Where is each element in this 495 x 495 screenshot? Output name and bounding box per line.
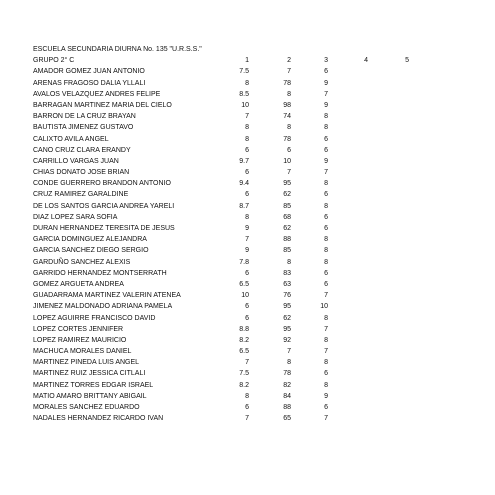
grade-col-3: 8 xyxy=(324,247,328,255)
grade-col-1: 8.2 xyxy=(239,336,249,344)
grade-col-2: 92 xyxy=(283,336,291,344)
student-row xyxy=(33,111,483,122)
grade-col-1: 8.8 xyxy=(239,325,249,333)
grade-col-3: 6 xyxy=(324,213,328,221)
grade-col-1: 6.5 xyxy=(239,348,249,356)
student-row xyxy=(33,201,483,212)
student-name: BARRAGAN MARTINEZ MARIA DEL CIELO xyxy=(33,101,172,109)
column-header-5: 5 xyxy=(405,57,409,65)
grade-col-2: 8 xyxy=(287,124,291,132)
grade-col-2: 84 xyxy=(283,392,291,400)
grade-col-3: 7 xyxy=(324,348,328,356)
grade-col-3: 7 xyxy=(324,415,328,423)
student-name: MATIO AMARO BRITTANY ABIGAIL xyxy=(33,392,147,400)
grade-col-2: 82 xyxy=(283,381,291,389)
grade-col-2: 76 xyxy=(283,292,291,300)
grade-col-1: 9.7 xyxy=(239,157,249,165)
student-name: JIMENEZ MALDONADO ADRIANA PAMELA xyxy=(33,303,173,311)
grade-col-3: 8 xyxy=(324,258,328,266)
student-name: DE LOS SANTOS GARCIA ANDREA YARELI xyxy=(33,202,175,210)
grade-col-2: 98 xyxy=(283,101,291,109)
student-row xyxy=(33,212,483,223)
student-row xyxy=(33,324,483,335)
title-row xyxy=(33,44,483,55)
student-row xyxy=(33,257,483,268)
grade-col-2: 8 xyxy=(287,359,291,367)
grade-col-1: 10 xyxy=(241,292,249,300)
grade-col-2: 7 xyxy=(287,68,291,76)
grade-col-3: 7 xyxy=(324,292,328,300)
school-title: ESCUELA SECUNDARIA DIURNA No. 135 "U.R.S.S." xyxy=(33,46,202,53)
student-name: GARCIA SANCHEZ DIEGO SERGIO xyxy=(33,247,149,255)
student-row xyxy=(33,391,483,402)
student-row xyxy=(33,78,483,89)
student-name: CRUZ RAMIREZ GARALDINE xyxy=(33,191,129,199)
student-name: BAUTISTA JIMENEZ GUSTAVO xyxy=(33,124,134,132)
student-row xyxy=(33,335,483,346)
student-name: AVALOS VELAZQUEZ ANDRES FELIPE xyxy=(33,90,161,98)
student-name: LOPEZ CORTES JENNIFER xyxy=(33,325,124,333)
student-name: NADALES HERNANDEZ RICARDO IVAN xyxy=(33,415,164,423)
grade-col-1: 7 xyxy=(245,415,249,423)
student-name: GARCIA DOMINGUEZ ALEJANDRA xyxy=(33,236,147,244)
grade-col-3: 8 xyxy=(324,359,328,367)
student-name: GARRIDO HERNANDEZ MONTSERRATH xyxy=(33,269,167,277)
grade-col-3: 9 xyxy=(324,392,328,400)
grade-col-1: 7.8 xyxy=(239,258,249,266)
student-row xyxy=(33,301,483,312)
student-row xyxy=(33,313,483,324)
grade-col-2: 62 xyxy=(283,191,291,199)
grade-col-2: 83 xyxy=(283,269,291,277)
group-label: GRUPO 2° C xyxy=(33,57,75,65)
grade-col-3: 6 xyxy=(324,191,328,199)
grade-col-1: 9 xyxy=(245,225,249,232)
student-row xyxy=(33,402,483,413)
grade-col-1: 6 xyxy=(245,169,249,177)
student-name: LOPEZ AGUIRRE FRANCISCO DAVID xyxy=(33,314,156,322)
grade-col-1: 9.4 xyxy=(239,180,249,188)
grade-col-1: 6 xyxy=(245,146,249,154)
student-row xyxy=(33,268,483,279)
header-row xyxy=(33,55,483,66)
student-name: MACHUCA MORALES DANIEL xyxy=(33,348,132,356)
student-name: CANO CRUZ CLARA ERANDY xyxy=(33,146,131,154)
grade-col-1: 6 xyxy=(245,404,249,411)
grade-col-3: 6 xyxy=(324,269,328,277)
student-name: CARRILLO VARGAS JUAN xyxy=(33,157,119,165)
student-name: MARTINEZ RUIZ JESSICA CITLALI xyxy=(33,370,146,378)
student-name: MARTINEZ TORRES EDGAR ISRAEL xyxy=(33,381,154,389)
student-row xyxy=(33,167,483,178)
student-row xyxy=(33,89,483,100)
grade-col-2: 95 xyxy=(283,180,291,188)
student-row xyxy=(33,279,483,290)
grade-col-1: 8.2 xyxy=(239,381,249,389)
student-list xyxy=(33,66,483,424)
grade-col-3: 6 xyxy=(324,280,328,288)
grade-col-3: 7 xyxy=(324,90,328,98)
grade-col-2: 74 xyxy=(283,113,291,121)
student-row xyxy=(33,290,483,301)
grade-col-3: 8 xyxy=(324,336,328,344)
grade-col-1: 8.5 xyxy=(239,90,249,98)
student-row xyxy=(33,122,483,133)
column-header-2: 2 xyxy=(287,57,291,65)
grade-col-1: 8.7 xyxy=(239,202,249,210)
grade-col-2: 7 xyxy=(287,169,291,177)
grade-col-3: 8 xyxy=(324,180,328,188)
student-name: CHIAS DONATO JOSE BRIAN xyxy=(33,169,130,177)
grade-sheet xyxy=(33,44,483,424)
student-name: ARENAS FRAGOSO DALIA YLLALI xyxy=(33,79,146,87)
student-row xyxy=(33,380,483,391)
grade-col-2: 95 xyxy=(283,303,291,311)
grade-col-1: 8 xyxy=(245,79,249,87)
column-header-3: 3 xyxy=(324,57,328,65)
grade-col-3: 6 xyxy=(324,146,328,154)
grade-col-2: 88 xyxy=(283,236,291,244)
grade-col-1: 8 xyxy=(245,213,249,221)
student-row xyxy=(33,413,483,424)
grade-col-2: 85 xyxy=(283,247,291,255)
student-row xyxy=(33,346,483,357)
grade-col-3: 8 xyxy=(324,236,328,244)
student-row xyxy=(33,223,483,234)
student-name: CALIXTO AVILA ANGEL xyxy=(33,135,109,143)
grade-col-1: 8 xyxy=(245,392,249,400)
grade-col-2: 8 xyxy=(287,258,291,266)
grade-col-1: 7.5 xyxy=(239,370,249,378)
grade-col-2: 62 xyxy=(283,314,291,322)
student-row xyxy=(33,145,483,156)
grade-col-3: 8 xyxy=(324,113,328,121)
grade-col-2: 95 xyxy=(283,325,291,333)
student-row xyxy=(33,178,483,189)
grade-col-2: 8 xyxy=(287,90,291,98)
student-name: GOMEZ ARGUETA ANDREA xyxy=(33,280,124,288)
grade-col-1: 6 xyxy=(245,314,249,322)
student-row xyxy=(33,357,483,368)
grade-col-3: 9 xyxy=(324,79,328,87)
student-name: DIAZ LOPEZ SARA SOFIA xyxy=(33,213,118,221)
student-row xyxy=(33,234,483,245)
grade-col-3: 6 xyxy=(324,135,328,143)
grade-col-1: 7 xyxy=(245,113,249,121)
student-row xyxy=(33,189,483,200)
student-row xyxy=(33,134,483,145)
grade-col-2: 7 xyxy=(287,348,291,356)
grade-col-3: 8 xyxy=(324,314,328,322)
grade-col-3: 6 xyxy=(324,68,328,76)
grade-col-1: 6 xyxy=(245,303,249,311)
student-name: GARDUÑO SANCHEZ ALEXIS xyxy=(33,258,131,266)
grade-col-1: 7 xyxy=(245,236,249,244)
student-name: AMADOR GOMEZ JUAN ANTONIO xyxy=(33,68,145,76)
grade-col-3: 8 xyxy=(324,124,328,132)
student-name: MARTINEZ PINEDA LUIS ANGEL xyxy=(33,359,140,367)
grade-col-3: 7 xyxy=(324,169,328,177)
student-row xyxy=(33,66,483,77)
grade-col-2: 78 xyxy=(283,370,291,378)
grade-col-1: 8 xyxy=(245,124,249,132)
grade-col-3: 8 xyxy=(324,202,328,210)
student-name: DURAN HERNANDEZ TERESITA DE JESUS xyxy=(33,225,175,232)
grade-col-2: 6 xyxy=(287,146,291,154)
grade-col-3: 9 xyxy=(324,157,328,165)
student-name: CONDE GUERRERO BRANDON ANTONIO xyxy=(33,180,171,188)
grade-col-2: 68 xyxy=(283,213,291,221)
grade-col-2: 10 xyxy=(283,157,291,165)
grade-col-2: 88 xyxy=(283,404,291,411)
grade-col-1: 8 xyxy=(245,135,249,143)
grade-col-3: 6 xyxy=(324,370,328,378)
student-name: LOPEZ RAMIREZ MAURICIO xyxy=(33,336,127,344)
grade-col-1: 6.5 xyxy=(239,280,249,288)
grade-col-2: 78 xyxy=(283,135,291,143)
grade-col-2: 63 xyxy=(283,280,291,288)
student-name: MORALES SANCHEZ EDUARDO xyxy=(33,404,140,411)
grade-col-2: 65 xyxy=(283,415,291,423)
grade-col-3: 9 xyxy=(324,101,328,109)
student-row xyxy=(33,156,483,167)
grade-col-1: 6 xyxy=(245,191,249,199)
column-header-4: 4 xyxy=(364,57,368,65)
student-row xyxy=(33,245,483,256)
student-name: BARRON DE LA CRUZ BRAYAN xyxy=(33,113,136,121)
grade-col-2: 62 xyxy=(283,225,291,232)
column-header-1: 1 xyxy=(245,57,249,65)
student-row xyxy=(33,100,483,111)
grade-col-3: 7 xyxy=(324,325,328,333)
grade-col-3: 10 xyxy=(320,303,328,311)
student-row xyxy=(33,368,483,379)
grade-col-1: 6 xyxy=(245,269,249,277)
student-name: GUADARRAMA MARTINEZ VALERIN ATENEA xyxy=(33,292,181,300)
grade-col-3: 8 xyxy=(324,381,328,389)
grade-col-2: 78 xyxy=(283,79,291,87)
grade-col-1: 10 xyxy=(241,101,249,109)
grade-col-1: 7.5 xyxy=(239,68,249,76)
grade-col-1: 9 xyxy=(245,247,249,255)
grade-col-1: 7 xyxy=(245,359,249,367)
grade-col-3: 6 xyxy=(324,404,328,411)
grade-col-3: 6 xyxy=(324,225,328,232)
grade-col-2: 85 xyxy=(283,202,291,210)
